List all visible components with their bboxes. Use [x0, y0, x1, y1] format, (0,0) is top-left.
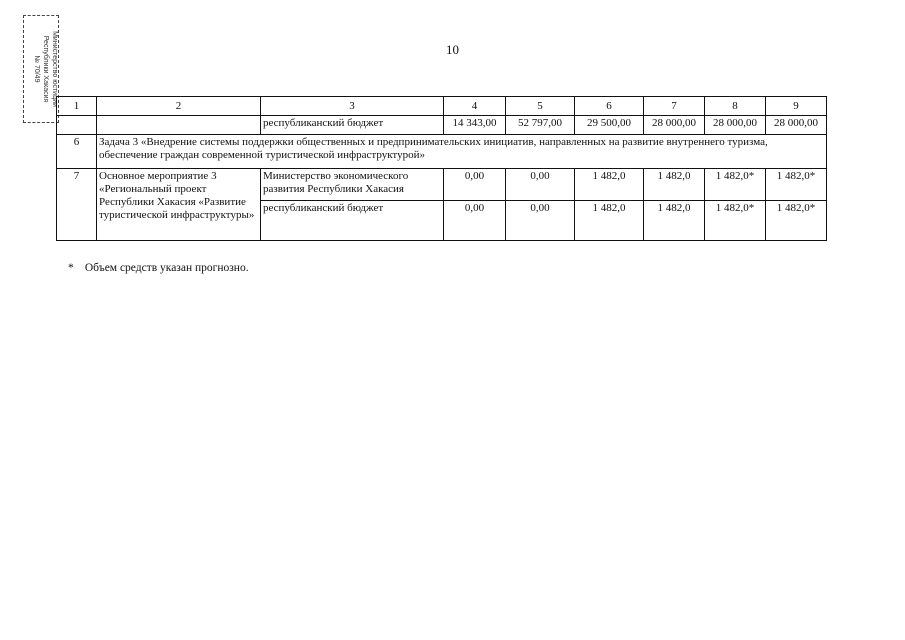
row-number: 7	[57, 169, 97, 241]
amount-cell: 28 000,00	[705, 116, 766, 135]
task-description: Задача 3 «Внедрение системы поддержки общественных и предпринимательских инициатив, направленных на развитие внутреннего туризма, обеспечение граждан современной туристической инфраструктурой»	[97, 135, 827, 169]
registration-stamp-text	[23, 15, 59, 123]
amount-cell: 1 482,0	[644, 201, 705, 241]
table-cell	[97, 116, 261, 135]
amount-cell: 1 482,0*	[705, 201, 766, 241]
amount-cell: 28 000,00	[644, 116, 705, 135]
amount-cell: 1 482,0*	[766, 201, 827, 241]
amount-cell: 0,00	[444, 201, 506, 241]
stamp-line: Министерство юстиции	[51, 31, 58, 107]
amount-cell: 0,00	[506, 201, 575, 241]
amount-cell: 1 482,0*	[766, 169, 827, 201]
column-header: 3	[261, 97, 444, 116]
column-header: 8	[705, 97, 766, 116]
amount-cell: 1 482,0	[644, 169, 705, 201]
column-header: 4	[444, 97, 506, 116]
amount-cell: 0,00	[444, 169, 506, 201]
footnote	[68, 262, 249, 274]
event-name: Основное мероприятие 3 «Региональный проект Республики Хакасия «Развитие туристической инфраструктуры»	[97, 169, 261, 241]
table-cell	[57, 116, 97, 135]
footnote-text: Объем средств указан прогнозно.	[84, 262, 249, 274]
table-row	[57, 116, 827, 135]
funding-source: Министерство экономического развития Республики Хакасия	[261, 169, 444, 201]
column-header: 7	[644, 97, 705, 116]
row-number: 6	[57, 135, 97, 169]
table-header-row	[57, 97, 827, 116]
column-header: 6	[575, 97, 644, 116]
stamp-line: Республики Хакасия	[42, 35, 49, 103]
footnote-mark: *	[68, 262, 74, 274]
amount-cell: 1 482,0*	[705, 169, 766, 201]
amount-cell: 1 482,0	[575, 201, 644, 241]
funding-source: республиканский бюджет	[261, 116, 444, 135]
amount-cell: 28 000,00	[766, 116, 827, 135]
task-row	[57, 135, 827, 169]
column-header: 9	[766, 97, 827, 116]
column-header: 1	[57, 97, 97, 116]
amount-cell: 1 482,0	[575, 169, 644, 201]
table-row	[57, 169, 827, 201]
budget-table	[56, 96, 827, 241]
column-header: 2	[97, 97, 261, 116]
page-number: 10	[446, 42, 459, 57]
funding-source: республиканский бюджет	[261, 201, 444, 241]
amount-cell: 14 343,00	[444, 116, 506, 135]
amount-cell: 29 500,00	[575, 116, 644, 135]
column-header: 5	[506, 97, 575, 116]
stamp-line: № 70/49	[33, 55, 40, 83]
amount-cell: 0,00	[506, 169, 575, 201]
amount-cell: 52 797,00	[506, 116, 575, 135]
